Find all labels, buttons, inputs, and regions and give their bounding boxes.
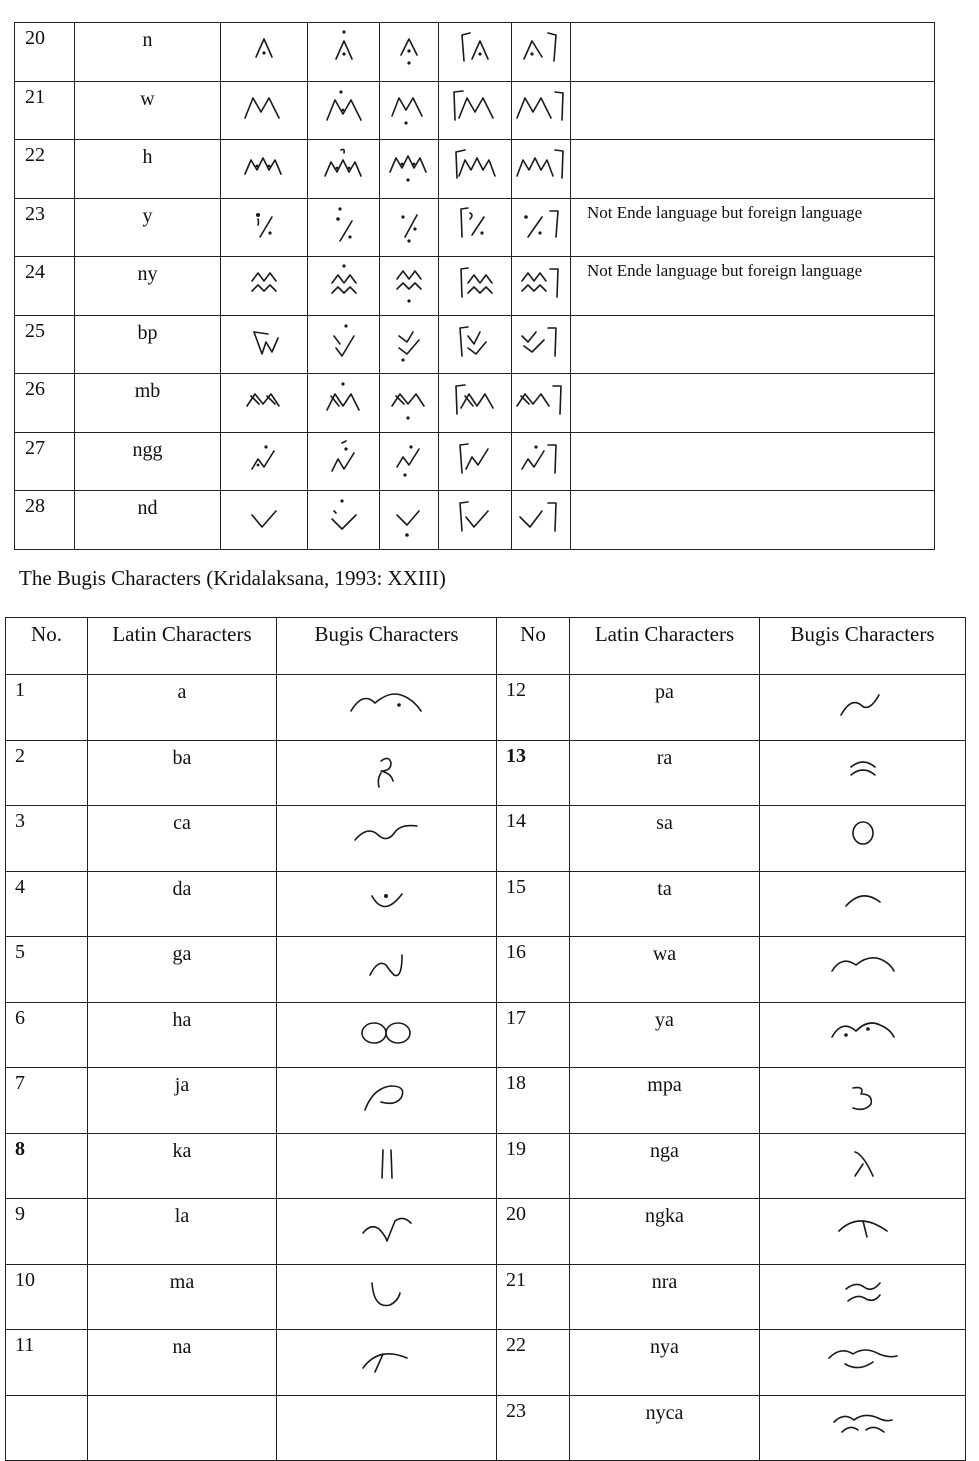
bugis-glyph-a bbox=[277, 675, 497, 741]
bugis-glyph-la bbox=[277, 1199, 497, 1265]
bugis-glyph-ba bbox=[277, 740, 497, 806]
glyph-i bbox=[308, 257, 380, 316]
latin-character: nra bbox=[570, 1264, 760, 1330]
latin-character: h bbox=[75, 140, 221, 199]
latin-character: la bbox=[88, 1199, 277, 1265]
bugis-glyph-nyca bbox=[760, 1395, 966, 1461]
glyph-u bbox=[380, 315, 439, 374]
glyph-i bbox=[308, 81, 380, 140]
bugis-glyph-nra bbox=[760, 1264, 966, 1330]
bugis-glyph-ngka bbox=[760, 1199, 966, 1265]
glyph-base bbox=[221, 432, 308, 491]
row-number: 20 bbox=[497, 1199, 570, 1265]
row-number: 24 bbox=[15, 257, 75, 316]
glyph-u bbox=[380, 432, 439, 491]
glyph-e bbox=[439, 315, 512, 374]
latin-character: w bbox=[75, 81, 221, 140]
row-number: 7 bbox=[6, 1068, 88, 1134]
row-number: 23 bbox=[497, 1395, 570, 1461]
row-number: 15 bbox=[497, 871, 570, 937]
table-header-row bbox=[6, 618, 966, 675]
glyph-i bbox=[308, 374, 380, 433]
glyph-e bbox=[439, 491, 512, 550]
table-row bbox=[6, 1002, 966, 1068]
bugis-characters-table bbox=[5, 617, 966, 1461]
header-latin: Latin Characters bbox=[88, 618, 277, 675]
glyph-i bbox=[308, 491, 380, 550]
note bbox=[571, 315, 935, 374]
glyph-e bbox=[439, 23, 512, 82]
glyph-o bbox=[512, 23, 571, 82]
bugis-glyph-wa bbox=[760, 937, 966, 1003]
note bbox=[571, 81, 935, 140]
table-row bbox=[6, 871, 966, 937]
glyph-o bbox=[512, 198, 571, 257]
latin-character: ka bbox=[88, 1133, 277, 1199]
header-latin-2: Latin Characters bbox=[570, 618, 760, 675]
bugis-glyph-pa bbox=[760, 675, 966, 741]
glyph-i bbox=[308, 140, 380, 199]
bugis-glyph-ha bbox=[277, 1002, 497, 1068]
bugis-glyph-ra bbox=[760, 740, 966, 806]
note: Not Ende language but foreign language bbox=[571, 198, 935, 257]
row-number: 22 bbox=[15, 140, 75, 199]
bugis-glyph-ca bbox=[277, 806, 497, 872]
table-row bbox=[15, 198, 935, 257]
row-number: 17 bbox=[497, 1002, 570, 1068]
row-number: 8 bbox=[6, 1133, 88, 1199]
ende-script-table bbox=[14, 22, 935, 550]
latin-character: ngka bbox=[570, 1199, 760, 1265]
row-number: 4 bbox=[6, 871, 88, 937]
glyph-base bbox=[221, 140, 308, 199]
glyph-base bbox=[221, 81, 308, 140]
glyph-i bbox=[308, 432, 380, 491]
table-row bbox=[6, 1395, 966, 1461]
bugis-glyph-ma bbox=[277, 1264, 497, 1330]
latin-character bbox=[88, 1395, 277, 1461]
glyph-o bbox=[512, 81, 571, 140]
latin-character: y bbox=[75, 198, 221, 257]
glyph-o bbox=[512, 140, 571, 199]
latin-character: ba bbox=[88, 740, 277, 806]
row-number: 1 bbox=[6, 675, 88, 741]
row-number: 26 bbox=[15, 374, 75, 433]
latin-character: nga bbox=[570, 1133, 760, 1199]
table-row bbox=[15, 257, 935, 316]
bugis-glyph-ga bbox=[277, 937, 497, 1003]
table-row bbox=[6, 675, 966, 741]
glyph-e bbox=[439, 140, 512, 199]
bugis-glyph-nga bbox=[760, 1133, 966, 1199]
row-number: 21 bbox=[15, 81, 75, 140]
row-number: 28 bbox=[15, 491, 75, 550]
latin-character: nd bbox=[75, 491, 221, 550]
bugis-glyph-ka bbox=[277, 1133, 497, 1199]
table-row bbox=[15, 23, 935, 82]
note bbox=[571, 432, 935, 491]
bugis-glyph-nya bbox=[760, 1330, 966, 1396]
glyph-base bbox=[221, 198, 308, 257]
latin-character: na bbox=[88, 1330, 277, 1396]
row-number: 19 bbox=[497, 1133, 570, 1199]
table-row bbox=[15, 491, 935, 550]
latin-character: ga bbox=[88, 937, 277, 1003]
latin-character: ca bbox=[88, 806, 277, 872]
header-no-2: No bbox=[497, 618, 570, 675]
bugis-glyph-na bbox=[277, 1330, 497, 1396]
row-number: 10 bbox=[6, 1264, 88, 1330]
latin-character: da bbox=[88, 871, 277, 937]
glyph-i bbox=[308, 23, 380, 82]
glyph-e bbox=[439, 374, 512, 433]
glyph-o bbox=[512, 491, 571, 550]
note bbox=[571, 491, 935, 550]
bugis-glyph-ya bbox=[760, 1002, 966, 1068]
row-number: 25 bbox=[15, 315, 75, 374]
row-number: 5 bbox=[6, 937, 88, 1003]
glyph-i bbox=[308, 198, 380, 257]
latin-character: nyca bbox=[570, 1395, 760, 1461]
empty-cell bbox=[277, 1395, 497, 1461]
row-number: 14 bbox=[497, 806, 570, 872]
header-bugis-2: Bugis Characters bbox=[760, 618, 966, 675]
glyph-u bbox=[380, 23, 439, 82]
table-row bbox=[15, 374, 935, 433]
latin-character: wa bbox=[570, 937, 760, 1003]
glyph-base bbox=[221, 374, 308, 433]
glyph-u bbox=[380, 140, 439, 199]
table-row bbox=[6, 740, 966, 806]
row-number: 12 bbox=[497, 675, 570, 741]
header-no: No. bbox=[6, 618, 88, 675]
table-row bbox=[6, 1330, 966, 1396]
glyph-e bbox=[439, 198, 512, 257]
glyph-i bbox=[308, 315, 380, 374]
note bbox=[571, 140, 935, 199]
row-number: 20 bbox=[15, 23, 75, 82]
glyph-e bbox=[439, 432, 512, 491]
table-row bbox=[15, 140, 935, 199]
glyph-u bbox=[380, 491, 439, 550]
glyph-e bbox=[439, 257, 512, 316]
glyph-e bbox=[439, 81, 512, 140]
glyph-o bbox=[512, 374, 571, 433]
bugis-glyph-ja bbox=[277, 1068, 497, 1134]
row-number: 27 bbox=[15, 432, 75, 491]
latin-character: nya bbox=[570, 1330, 760, 1396]
latin-character: mb bbox=[75, 374, 221, 433]
table-row bbox=[6, 1133, 966, 1199]
latin-character: ma bbox=[88, 1264, 277, 1330]
note bbox=[571, 374, 935, 433]
glyph-base bbox=[221, 257, 308, 316]
glyph-base bbox=[221, 315, 308, 374]
latin-character: ya bbox=[570, 1002, 760, 1068]
glyph-u bbox=[380, 257, 439, 316]
row-number: 22 bbox=[497, 1330, 570, 1396]
latin-character: ra bbox=[570, 740, 760, 806]
table-row bbox=[15, 432, 935, 491]
row-number: 18 bbox=[497, 1068, 570, 1134]
row-number: 16 bbox=[497, 937, 570, 1003]
latin-character: a bbox=[88, 675, 277, 741]
table-caption: The Bugis Characters (Kridalaksana, 1993: XXIII) bbox=[19, 566, 446, 590]
table-row bbox=[6, 1264, 966, 1330]
latin-character: mpa bbox=[570, 1068, 760, 1134]
row-number: 13 bbox=[497, 740, 570, 806]
latin-character: bp bbox=[75, 315, 221, 374]
table-row bbox=[15, 81, 935, 140]
glyph-u bbox=[380, 374, 439, 433]
latin-character: pa bbox=[570, 675, 760, 741]
latin-character: ngg bbox=[75, 432, 221, 491]
row-number: 23 bbox=[15, 198, 75, 257]
row-number: 2 bbox=[6, 740, 88, 806]
row-number: 21 bbox=[497, 1264, 570, 1330]
note: Not Ende language but foreign language bbox=[571, 257, 935, 316]
glyph-o bbox=[512, 257, 571, 316]
header-bugis: Bugis Characters bbox=[277, 618, 497, 675]
glyph-base bbox=[221, 23, 308, 82]
table-row bbox=[6, 806, 966, 872]
bugis-glyph-sa bbox=[760, 806, 966, 872]
glyph-o bbox=[512, 432, 571, 491]
table-row bbox=[15, 315, 935, 374]
bugis-glyph-da bbox=[277, 871, 497, 937]
latin-character: ja bbox=[88, 1068, 277, 1134]
note bbox=[571, 23, 935, 82]
table-row bbox=[6, 937, 966, 1003]
latin-character: ha bbox=[88, 1002, 277, 1068]
glyph-u bbox=[380, 198, 439, 257]
row-number: 3 bbox=[6, 806, 88, 872]
bugis-glyph-mpa bbox=[760, 1068, 966, 1134]
table-row bbox=[6, 1199, 966, 1265]
glyph-o bbox=[512, 315, 571, 374]
bugis-glyph-ta bbox=[760, 871, 966, 937]
glyph-base bbox=[221, 491, 308, 550]
row-number: 11 bbox=[6, 1330, 88, 1396]
glyph-u bbox=[380, 81, 439, 140]
latin-character: sa bbox=[570, 806, 760, 872]
row-number bbox=[6, 1395, 88, 1461]
row-number: 6 bbox=[6, 1002, 88, 1068]
row-number: 9 bbox=[6, 1199, 88, 1265]
latin-character: ta bbox=[570, 871, 760, 937]
table-row bbox=[6, 1068, 966, 1134]
latin-character: n bbox=[75, 23, 221, 82]
latin-character: ny bbox=[75, 257, 221, 316]
